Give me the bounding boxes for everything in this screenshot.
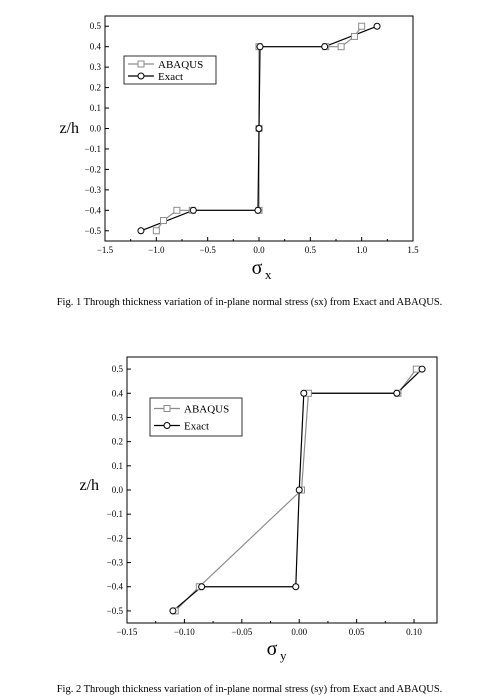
data-point-exact: [138, 228, 144, 234]
y-tick-label: 0.2: [89, 82, 101, 93]
x-tick-label: 0.05: [348, 627, 365, 637]
chart-sigma-x: [0, 0, 499, 290]
x-tick-label: 0.5: [304, 245, 316, 255]
data-point-exact: [170, 608, 176, 614]
data-point-abaqus: [351, 33, 357, 39]
data-point-abaqus: [174, 207, 180, 213]
figure-1-caption: Fig. 1 Through thickness variation of in-plane normal stress (sx) from Exact and ABAQUS.: [56, 297, 443, 308]
y-tick-label: −0.4: [84, 205, 101, 216]
legend-marker-abaqus: [138, 61, 144, 67]
x-axis-label-subscript: y: [280, 648, 287, 663]
y-tick-label: 0.5: [89, 21, 101, 32]
x-tick-label: −0.5: [199, 245, 216, 255]
y-axis-label: z/h: [59, 120, 79, 137]
y-axis-label: z/h: [79, 477, 99, 494]
data-point-abaqus: [153, 228, 159, 234]
x-tick-label: −1.0: [148, 245, 165, 255]
y-tick-label: −0.1: [106, 509, 123, 520]
data-point-exact: [190, 207, 196, 213]
data-point-exact: [301, 390, 307, 396]
data-point-abaqus: [359, 23, 365, 29]
y-tick-label: −0.2: [106, 533, 123, 544]
data-point-exact: [199, 584, 205, 590]
legend-marker-abaqus: [164, 406, 170, 412]
x-tick-label: −0.10: [173, 627, 195, 637]
legend-label-abaqus: ABAQUS: [184, 403, 230, 416]
y-tick-label: 0.4: [111, 388, 123, 399]
legend-label-exact: Exact: [158, 71, 184, 83]
y-tick-label: −0.5: [106, 605, 123, 616]
legend-label-exact: Exact: [184, 420, 210, 433]
y-tick-label: 0.5: [111, 364, 123, 375]
y-tick-label: −0.5: [84, 225, 101, 236]
y-tick-label: 0.3: [89, 62, 101, 73]
data-point-exact: [256, 126, 262, 132]
x-tick-label: −0.05: [231, 627, 253, 637]
data-point-abaqus: [161, 218, 167, 224]
data-point-exact: [293, 584, 299, 590]
data-point-exact: [419, 366, 425, 372]
x-axis-label: σ: [251, 257, 263, 279]
y-tick-label: 0.0: [111, 485, 123, 495]
y-tick-label: 0.4: [89, 41, 101, 52]
figure-2-caption: Fig. 2 Through thickness variation of in-plane normal stress (sy) from Exact and ABAQUS.: [56, 684, 443, 695]
data-point-abaqus: [338, 44, 344, 50]
y-tick-label: 0.3: [111, 412, 123, 423]
data-point-exact: [257, 44, 263, 50]
y-tick-label: −0.3: [106, 557, 123, 568]
y-tick-label: −0.2: [84, 164, 101, 175]
x-tick-label: 0.0: [253, 245, 265, 255]
x-tick-label: 0.10: [406, 627, 422, 637]
data-point-exact: [296, 487, 302, 493]
data-point-exact: [322, 44, 328, 50]
y-tick-label: 0.1: [89, 103, 101, 114]
x-axis-label: σ: [266, 638, 278, 660]
x-tick-label: 1.5: [407, 245, 419, 255]
y-tick-label: 0.0: [89, 123, 101, 134]
legend-marker-exact: [138, 73, 144, 79]
y-tick-label: −0.3: [84, 184, 101, 195]
chart-sigma-y: [0, 340, 499, 680]
y-tick-label: 0.1: [111, 460, 123, 471]
y-tick-label: −0.1: [84, 143, 101, 154]
legend-label-abaqus: ABAQUS: [158, 59, 204, 71]
legend-marker-exact: [164, 423, 170, 429]
x-tick-label: 1.0: [356, 245, 368, 255]
plot-frame: [127, 357, 437, 623]
x-tick-label: −1.5: [96, 245, 114, 255]
data-point-exact: [255, 207, 261, 213]
data-point-exact: [394, 390, 400, 396]
y-tick-label: 0.2: [111, 436, 123, 447]
x-tick-label: −0.15: [116, 627, 138, 637]
data-point-abaqus: [413, 366, 419, 372]
x-axis-label-subscript: x: [265, 267, 272, 282]
x-tick-label: 0.00: [291, 627, 308, 637]
data-point-exact: [374, 23, 380, 29]
y-tick-label: −0.4: [106, 581, 123, 592]
